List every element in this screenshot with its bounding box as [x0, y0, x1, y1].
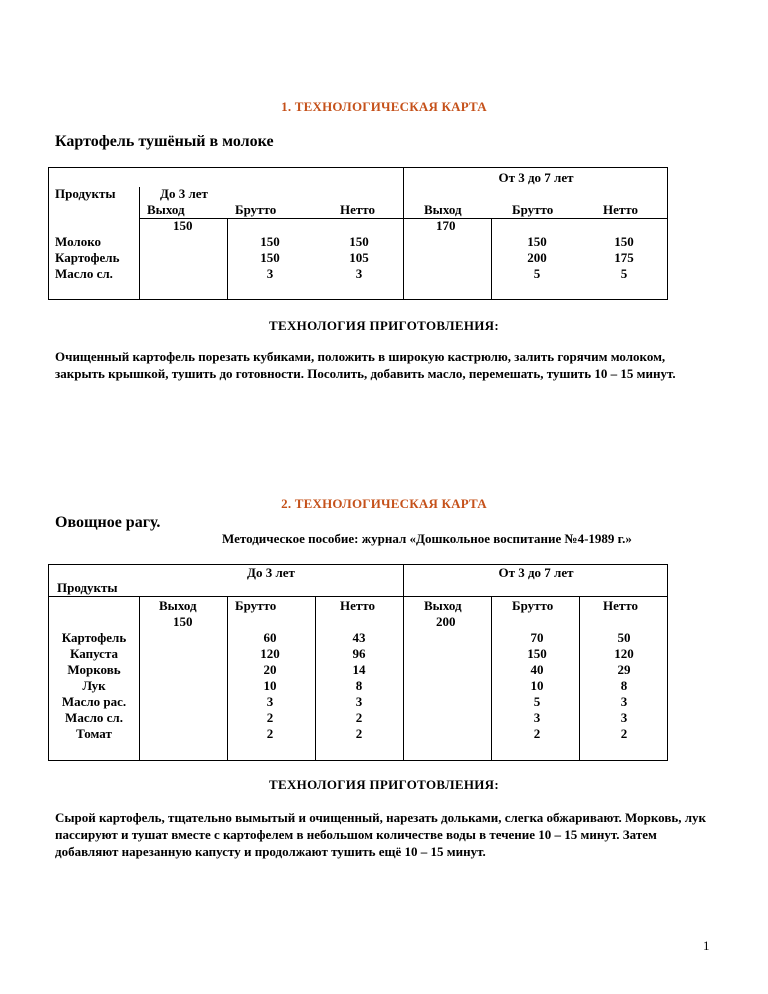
list-item: 2 — [355, 710, 363, 725]
list-item: 10 — [530, 678, 544, 693]
list-item: 2 — [266, 710, 274, 725]
card1-brutto2-values — [507, 234, 567, 282]
list-item: Молоко — [55, 234, 102, 249]
list-item: 150 — [614, 234, 634, 249]
list-item: 3 — [266, 266, 274, 281]
card2-netto2-values — [594, 630, 654, 742]
card1-col-netto1: Нетто — [340, 202, 375, 217]
card1-group1-header: До 3 лет — [160, 186, 208, 201]
list-item: 200 — [527, 250, 547, 265]
card1-output1: 150 — [173, 218, 193, 233]
card2-source: Методическое пособие: журнал «Дошкольное воспитание №4-1989 г.» — [222, 531, 632, 546]
list-item: 150 — [527, 646, 547, 661]
list-item: Картофель — [61, 630, 127, 645]
card1-tech-text: Очищенный картофель порезать кубиками, положить в широкую кастрюлю, залить горячим молоком, закрыть крышкой, тушить до готовности. Посолить, добавить масло, перемешать, тушить 10 – 15 минут. — [55, 349, 676, 381]
list-item: 2 — [533, 726, 541, 741]
list-item: 96 — [352, 646, 366, 661]
card2-tech-text: Сырой картофель, тщательно вымытый и очищенный, нарезать дольками, слегка обжаривают. Морковь, лук пассируют и тушат вместе с картофелем в небольшом количестве воды в течение 10 – 15 минут. Затем добавляют нарезанную капусту и продолжают тушить ещё 10 – 15 минут. — [55, 810, 707, 859]
list-item: Масло рас. — [61, 694, 127, 709]
card2-col-netto2: Нетто — [603, 598, 638, 613]
list-item: 14 — [352, 662, 366, 677]
card1-output2: 170 — [436, 218, 456, 233]
card2-col-output1: Выход — [159, 598, 197, 613]
card2-products-list — [49, 630, 139, 742]
list-item: 43 — [352, 630, 366, 645]
card1-col-output2: Выход — [424, 202, 462, 217]
card1-title: 1. ТЕХНОЛОГИЧЕСКАЯ КАРТА — [281, 99, 487, 114]
card1-products-header: Продукты — [55, 186, 116, 201]
card1-products-list — [55, 234, 119, 282]
card2-dish-name: Овощное рагу. — [55, 514, 161, 531]
card2-col-output2: Выход — [424, 598, 462, 613]
card2-output1: 150 — [173, 614, 193, 629]
card1-netto2-values — [594, 234, 654, 282]
list-item: 175 — [614, 250, 634, 265]
list-item: 5 — [620, 266, 628, 281]
card1-dish-name: Картофель тушёный в молоке — [55, 133, 274, 150]
card2-group1-header: До 3 лет — [247, 565, 295, 580]
card1-group2-header: От 3 до 7 лет — [498, 170, 574, 185]
card1-col-netto2: Нетто — [603, 202, 638, 217]
list-item: 8 — [355, 678, 363, 693]
card1-tech-title: ТЕХНОЛОГИЯ ПРИГОТОВЛЕНИЯ: — [269, 318, 499, 333]
list-item: Масло сл. — [55, 266, 113, 281]
list-item: 150 — [260, 250, 280, 265]
list-item: 150 — [527, 234, 547, 249]
card1-col-output1: Выход — [147, 202, 185, 217]
list-item: Масло сл. — [65, 710, 123, 725]
card2-col-netto1: Нетто — [340, 598, 375, 613]
card1-brutto1-values — [240, 234, 300, 282]
list-item: 3 — [355, 694, 363, 709]
list-item: Томат — [76, 726, 112, 741]
card2-netto1-values — [329, 630, 389, 742]
list-item: 105 — [349, 250, 369, 265]
card2-group2-header: От 3 до 7 лет — [498, 565, 574, 580]
list-item: 150 — [260, 234, 280, 249]
list-item: Морковь — [67, 662, 121, 677]
list-item: 20 — [263, 662, 277, 677]
list-item: 150 — [349, 234, 369, 249]
card2-title: 2. ТЕХНОЛОГИЧЕСКАЯ КАРТА — [281, 496, 487, 511]
list-item: 3 — [355, 266, 363, 281]
list-item: 29 — [617, 662, 631, 677]
list-item: 120 — [614, 646, 634, 661]
list-item: 50 — [617, 630, 631, 645]
card2-brutto2-values — [507, 630, 567, 742]
list-item: 3 — [266, 694, 274, 709]
card2-output2: 200 — [436, 614, 456, 629]
page-number: 1 — [703, 938, 710, 953]
list-item: 5 — [533, 694, 541, 709]
list-item: 5 — [533, 266, 541, 281]
list-item: 70 — [530, 630, 544, 645]
list-item: 120 — [260, 646, 280, 661]
list-item: 60 — [263, 630, 277, 645]
list-item: 3 — [620, 710, 628, 725]
card1-netto1-values — [329, 234, 389, 282]
card2-brutto1-values — [240, 630, 300, 742]
list-item: 2 — [620, 726, 628, 741]
card1-col-brutto1: Брутто — [235, 202, 277, 217]
list-item: 40 — [530, 662, 544, 677]
card2-col-brutto2: Брутто — [512, 598, 554, 613]
list-item: 2 — [266, 726, 274, 741]
list-item: 3 — [620, 694, 628, 709]
card2-tech-title: ТЕХНОЛОГИЯ ПРИГОТОВЛЕНИЯ: — [269, 777, 499, 792]
list-item: 3 — [533, 710, 541, 725]
list-item: Картофель — [55, 250, 120, 265]
list-item: 8 — [620, 678, 628, 693]
card2-products-header: Продукты — [57, 580, 118, 595]
list-item: 2 — [355, 726, 363, 741]
list-item: 10 — [263, 678, 277, 693]
card2-col-brutto1: Брутто — [235, 598, 277, 613]
list-item: Капуста — [70, 646, 118, 661]
list-item: Лук — [82, 678, 106, 693]
card1-col-brutto2: Брутто — [512, 202, 554, 217]
